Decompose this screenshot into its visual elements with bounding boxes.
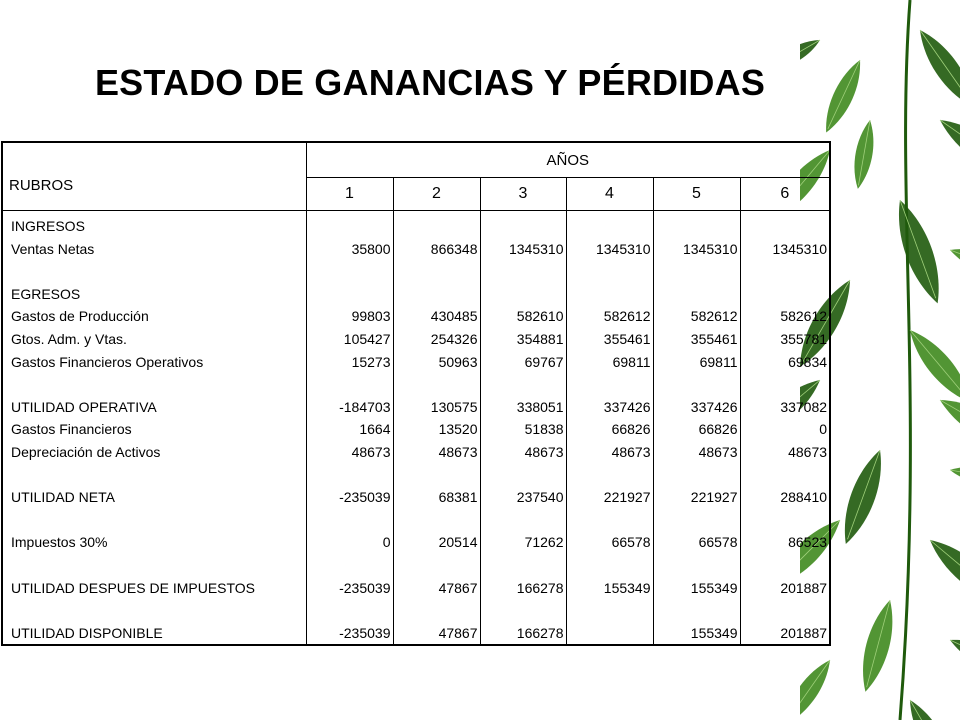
year-column-5	[653, 211, 740, 646]
cell-value	[307, 464, 393, 487]
cell-value: 69767	[524, 353, 564, 370]
year-header-6: 6	[740, 178, 830, 211]
cell-value	[654, 554, 740, 577]
cell-value: 35800	[351, 240, 391, 257]
row-label: Gastos Financieros	[11, 421, 132, 438]
cell-value	[741, 554, 830, 577]
cell-value: 68381	[438, 489, 478, 506]
cell-value	[307, 373, 393, 396]
cell-value	[307, 283, 393, 306]
cell-value	[394, 260, 480, 283]
row-label: INGRESOS	[11, 218, 85, 234]
cell-value: 866348	[430, 240, 478, 257]
cell-value: 66578	[698, 534, 738, 551]
row-label	[3, 464, 306, 487]
cell-value	[567, 599, 653, 622]
cell-value: 66826	[698, 421, 738, 438]
year-column-1	[306, 211, 393, 646]
cell-value	[654, 283, 740, 306]
cell-value: 354881	[516, 330, 564, 347]
cell-value	[307, 599, 393, 622]
cell-value	[307, 509, 393, 532]
cell-value: 155349	[603, 579, 651, 596]
cell-value	[567, 464, 653, 487]
cell-value	[394, 215, 480, 238]
income-statement-table	[1, 141, 831, 646]
year-column-6	[740, 211, 830, 646]
cell-value	[654, 215, 740, 238]
cell-value	[307, 260, 393, 283]
row-label	[3, 554, 306, 577]
cell-value	[654, 509, 740, 532]
cell-value: 71262	[524, 534, 564, 551]
cell-value	[481, 554, 566, 577]
year-header-4: 4	[566, 178, 653, 211]
cell-value: 48673	[524, 443, 564, 460]
cell-value: 430485	[430, 308, 478, 325]
cell-value: 166278	[516, 579, 564, 596]
rubros-header: RUBROS	[2, 142, 306, 211]
cell-value: 1664	[359, 421, 391, 438]
year-column-4	[566, 211, 653, 646]
cell-value: -235039	[339, 624, 391, 641]
cell-value	[654, 599, 740, 622]
cell-value: 355461	[690, 330, 738, 347]
cell-value: 48673	[351, 443, 391, 460]
cell-value	[394, 373, 480, 396]
rubros-column	[2, 211, 306, 646]
cell-value: 582612	[603, 308, 651, 325]
year-column-3	[480, 211, 566, 646]
cell-value: 50963	[438, 353, 478, 370]
cell-value	[307, 554, 393, 577]
cell-value: 201887	[780, 579, 828, 596]
cell-value: 338051	[516, 398, 564, 415]
cell-value	[481, 215, 566, 238]
cell-value: 69811	[612, 353, 651, 370]
cell-value: 337426	[603, 398, 651, 415]
cell-value: 0	[819, 421, 828, 438]
year-header-2: 2	[393, 178, 480, 211]
cell-value: -235039	[339, 489, 391, 506]
year-header-5: 5	[653, 178, 740, 211]
cell-value: 66578	[611, 534, 651, 551]
year-header-3: 3	[480, 178, 566, 211]
cell-value	[567, 260, 653, 283]
cell-value: 1345310	[595, 240, 651, 257]
cell-value: 99803	[351, 308, 391, 325]
cell-value	[481, 373, 566, 396]
cell-value	[741, 215, 830, 238]
cell-value	[741, 599, 830, 622]
cell-value: 51838	[524, 421, 564, 438]
cell-value: 69811	[699, 353, 738, 370]
cell-value: 254326	[430, 330, 478, 347]
cell-value: 155349	[690, 624, 738, 641]
cell-value	[307, 215, 393, 238]
cell-value	[567, 622, 653, 645]
cell-value: 15273	[351, 353, 391, 370]
row-label: Depreciación de Activos	[11, 443, 161, 460]
row-label: Gastos Financieros Operativos	[11, 353, 204, 370]
cell-value: 582612	[780, 308, 828, 325]
cell-value: 337426	[690, 398, 738, 415]
cell-value: 288410	[780, 489, 828, 506]
cell-value: 155349	[690, 579, 738, 596]
cell-value	[741, 373, 830, 396]
cell-value	[567, 554, 653, 577]
cell-value	[741, 283, 830, 306]
row-label: UTILIDAD DISPONIBLE	[11, 624, 163, 641]
cell-value	[394, 464, 480, 487]
cell-value: 48673	[611, 443, 651, 460]
cell-value: 237540	[516, 489, 564, 506]
years-header: AÑOS	[306, 142, 830, 178]
cell-value: 1345310	[682, 240, 738, 257]
cell-value: 47867	[438, 579, 478, 596]
row-label: Gastos de Producción	[11, 308, 149, 325]
cell-value	[394, 554, 480, 577]
row-label	[3, 373, 306, 396]
cell-value	[394, 509, 480, 532]
cell-value: 355461	[603, 330, 651, 347]
row-label: Gtos. Adm. y Vtas.	[11, 330, 127, 347]
cell-value	[567, 373, 653, 396]
cell-value	[741, 464, 830, 487]
cell-value	[481, 509, 566, 532]
row-label: UTILIDAD NETA	[11, 489, 115, 506]
cell-value	[481, 464, 566, 487]
cell-value	[741, 260, 830, 283]
cell-value	[394, 599, 480, 622]
cell-value: 221927	[690, 489, 738, 506]
row-label: UTILIDAD OPERATIVA	[11, 398, 157, 415]
cell-value: 69834	[788, 353, 828, 370]
cell-value: 201887	[780, 624, 828, 641]
cell-value: 48673	[698, 443, 738, 460]
row-label	[3, 599, 306, 622]
cell-value: 105427	[343, 330, 391, 347]
year-header-1: 1	[306, 178, 393, 211]
cell-value: 130575	[430, 398, 478, 415]
cell-value: -235039	[339, 579, 391, 596]
row-label	[3, 260, 306, 283]
cell-value	[654, 464, 740, 487]
cell-value: 221927	[603, 489, 651, 506]
cell-value: 1345310	[772, 240, 828, 257]
cell-value: 20514	[438, 534, 478, 551]
cell-value	[654, 373, 740, 396]
cell-value: 582610	[516, 308, 564, 325]
row-label: Impuestos 30%	[11, 534, 108, 551]
cell-value: 337082	[780, 398, 828, 415]
cell-value	[567, 215, 653, 238]
cell-value: 86523	[788, 534, 828, 551]
cell-value: 355781	[780, 330, 828, 347]
cell-value: 13520	[438, 421, 478, 438]
cell-value	[481, 599, 566, 622]
cell-value: 166278	[516, 624, 564, 641]
year-column-2	[393, 211, 480, 646]
cell-value	[394, 283, 480, 306]
cell-value	[481, 260, 566, 283]
cell-value: 0	[382, 534, 391, 551]
cell-value	[741, 509, 830, 532]
cell-value: 1345310	[508, 240, 564, 257]
cell-value: 48673	[438, 443, 478, 460]
row-label: EGRESOS	[11, 285, 81, 302]
row-label: Ventas Netas	[11, 240, 95, 257]
row-label	[3, 509, 306, 532]
cell-value: -184703	[339, 398, 391, 415]
row-label: UTILIDAD DESPUES DE IMPUESTOS	[11, 579, 256, 596]
cell-value: 47867	[438, 624, 478, 641]
cell-value: 582612	[690, 308, 738, 325]
cell-value	[481, 283, 566, 306]
cell-value: 48673	[788, 443, 828, 460]
cell-value	[654, 260, 740, 283]
cell-value	[567, 509, 653, 532]
slide-title: ESTADO DE GANANCIAS Y PÉRDIDAS	[94, 62, 766, 103]
cell-value	[567, 283, 653, 306]
cell-value: 66826	[611, 421, 651, 438]
